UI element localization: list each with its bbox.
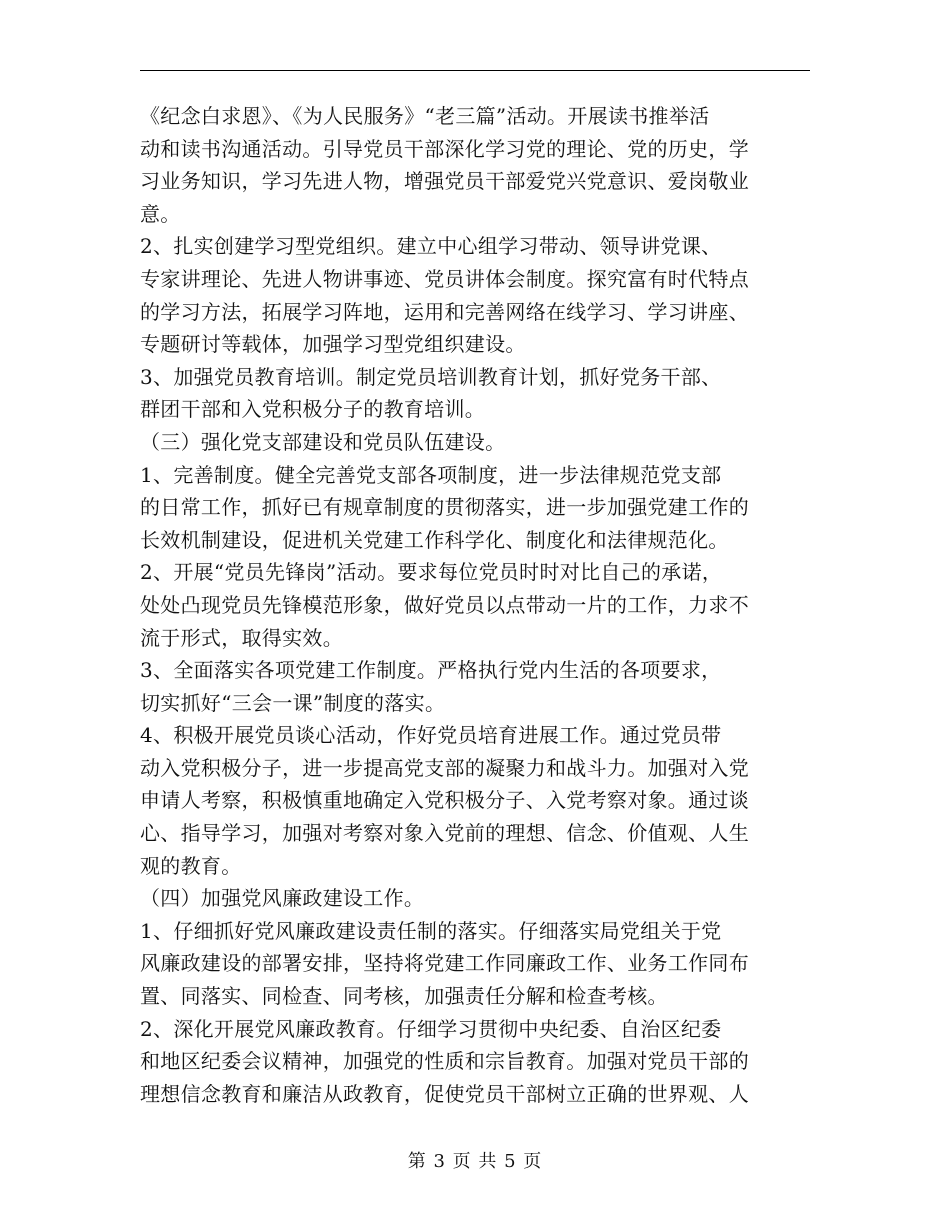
document-body [140, 100, 820, 1110]
text-line: 2、深化开展党风廉政教育。仔细学习贯彻中央纪委、自治区纪委 [140, 1016, 722, 1041]
text-line: 《纪念白求恩》、《为人民服务》“老三篇”活动。开展读书推举活 [140, 104, 710, 128]
text-line: 3、全面落实各项党建工作制度。严格执行党内生活的各项要求， [140, 658, 722, 683]
text-line: 长效机制建设，促进机关党建工作科学化、制度化和法律规范化。 [140, 527, 729, 552]
text-line: 专题研讨等载体，加强学习型党组织建设。 [140, 332, 526, 357]
text-line: 动和读书沟通活动。引导党员干部深化学习党的理论、党的历史，学 [140, 136, 749, 161]
text-line: 流于形式，取得实效。 [140, 625, 343, 650]
header-rule [140, 70, 810, 71]
text-line: 心、指导学习，加强对考察对象入党前的理想、信念、价值观、人生 [140, 821, 749, 846]
text-line: 2、开展“党员先锋岗”活动。要求每位党员时时对比自己的承诺， [140, 560, 723, 585]
text-line: 的日常工作，抓好已有规章制度的贯彻落实，进一步加强党建工作的 [140, 495, 749, 520]
text-line: 的学习方法，拓展学习阵地，运用和完善网络在线学习、学习讲座、 [140, 299, 749, 324]
text-line: 申请人考察，积极慎重地确定入党积极分子、入党考察对象。通过谈 [140, 788, 749, 813]
section-heading: （四）加强党风廉政建设工作。 [140, 886, 425, 911]
text-line: 意。 [140, 201, 181, 226]
text-line: 习业务知识，学习先进人物，增强党员干部爱党兴党意识、爱岗敬业 [140, 169, 749, 194]
text-line: 1、完善制度。健全完善党支部各项制度，进一步法律规范党支部 [140, 462, 722, 487]
text-line: 动入党积极分子，进一步提高党支部的凝聚力和战斗力。加强对入党 [140, 755, 749, 780]
page-number-footer: 第 3 页 共 5 页 [407, 1151, 543, 1172]
text-line: 观的教育。 [140, 853, 242, 878]
text-line: 2、扎实创建学习型党组织。建立中心组学习带动、领导讲党课、 [140, 234, 722, 259]
section-heading: （三）强化党支部建设和党员队伍建设。 [140, 429, 506, 454]
text-line: 3、加强党员教育培训。制定党员培训教育计划，抓好党务干部、 [140, 364, 722, 389]
text-line: 切实抓好“三会一课”制度的落实。 [140, 690, 446, 715]
text-line: 专家讲理论、先进人物讲事迹、党员讲体会制度。探究富有时代特点 [140, 266, 749, 291]
text-line: 理想信念教育和廉洁从政教育，促使党员干部树立正确的世界观、人 [140, 1081, 749, 1106]
text-line: 风廉政建设的部署安排，坚持将党建工作同廉政工作、业务工作同布 [140, 951, 749, 976]
text-line: 置、同落实、同检查、同考核，加强责任分解和检查考核。 [140, 984, 668, 1009]
text-line: 群团干部和入党积极分子的教育培训。 [140, 397, 486, 422]
text-line: 4、积极开展党员谈心活动，作好党员培育进展工作。通过党员带 [140, 723, 722, 748]
text-line: 和地区纪委会议精神，加强党的性质和宗旨教育。加强对党员干部的 [140, 1049, 749, 1074]
text-line: 处处凸现党员先锋模范形象，做好党员以点带动一片的工作，力求不 [140, 592, 749, 617]
text-line: 1、仔细抓好党风廉政建设责任制的落实。仔细落实局党组关于党 [140, 918, 722, 943]
